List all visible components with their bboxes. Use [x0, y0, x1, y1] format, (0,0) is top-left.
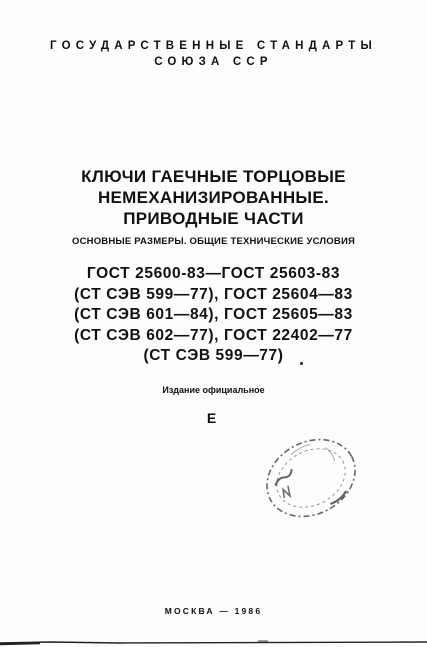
standard-line: (СТ СЭВ 602—77), ГОСТ 22402—77: [74, 326, 353, 344]
standard-line: (СТ СЭВ 599—77), ГОСТ 25604—83: [74, 285, 353, 303]
title-line1: КЛЮЧИ ГАЕЧНЫЕ ТОРЦОВЫЕ: [81, 167, 346, 186]
standard-line: (СТ СЭВ 599—77): [143, 347, 284, 364]
document-subtitle: ОСНОВНЫЕ РАЗМЕРЫ. ОБЩИЕ ТЕХНИЧЕСКИЕ УСЛОВИЯ: [71, 236, 356, 247]
document-title: [0, 166, 427, 229]
speck-mark: [300, 362, 303, 365]
standard-line: ГОСТ 25600-83—ГОСТ 25603-83: [86, 265, 341, 282]
page-edge-scan-mark: [0, 638, 427, 647]
library-stamp-seal: [256, 428, 366, 528]
title-line2: НЕМЕХАНИЗИРОВАННЫЕ.: [97, 188, 330, 207]
standard-line: (СТ СЭВ 601—84), ГОСТ 25605—83: [74, 306, 353, 323]
standards-list: [0, 264, 427, 367]
edition-label: Издание официальное: [162, 385, 265, 395]
series-title-line1: ГОСУДАРСТВЕННЫЕ СТАНДАРТЫ: [50, 40, 377, 52]
title-line3: ПРИВОДНЫЕ ЧАСТИ: [123, 209, 304, 228]
publication-place-year: МОСКВА — 1986: [164, 606, 263, 616]
edition-letter: Е: [206, 410, 217, 426]
series-title-line2: СОЮЗА ССР: [154, 56, 273, 68]
